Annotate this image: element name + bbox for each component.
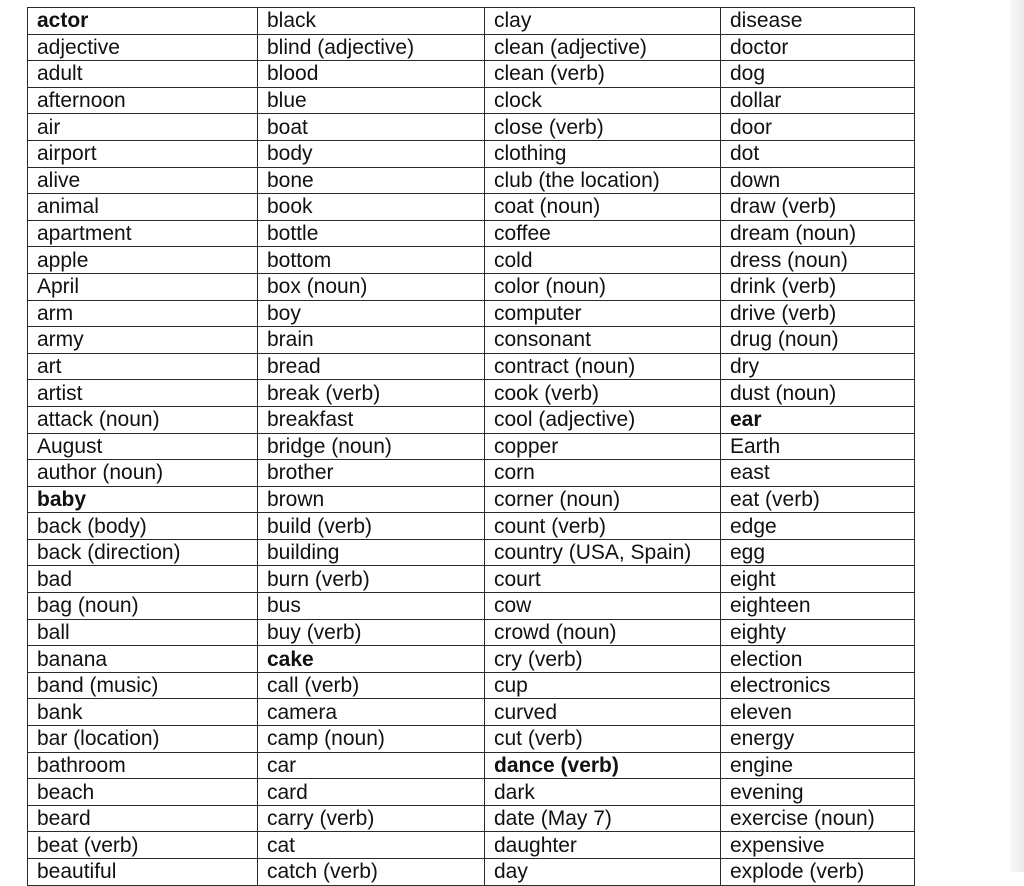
- word-cell: actor: [28, 8, 258, 35]
- word-cell: electronics: [721, 672, 915, 699]
- word-cell: beautiful: [28, 859, 258, 886]
- word-cell: body: [258, 140, 485, 167]
- word-cell: band (music): [28, 672, 258, 699]
- table-row: [28, 646, 915, 673]
- word-cell: banana: [28, 646, 258, 673]
- word-cell: dust (noun): [721, 380, 915, 407]
- word-cell: dry: [721, 353, 915, 380]
- table-row: [28, 460, 915, 487]
- word-cell: card: [258, 779, 485, 806]
- word-cell: engine: [721, 752, 915, 779]
- word-cell: drink (verb): [721, 273, 915, 300]
- table-row: [28, 619, 915, 646]
- table-row: [28, 194, 915, 221]
- word-cell: catch (verb): [258, 859, 485, 886]
- table-row: [28, 406, 915, 433]
- word-cell: egg: [721, 539, 915, 566]
- word-cell: apartment: [28, 220, 258, 247]
- word-cell: back (body): [28, 513, 258, 540]
- word-cell: curved: [485, 699, 721, 726]
- word-cell: brown: [258, 486, 485, 513]
- table-row: [28, 300, 915, 327]
- word-cell: exercise (noun): [721, 805, 915, 832]
- word-cell: bone: [258, 167, 485, 194]
- table-row: [28, 61, 915, 88]
- word-cell: election: [721, 646, 915, 673]
- word-cell: baby: [28, 486, 258, 513]
- word-cell: arm: [28, 300, 258, 327]
- word-cell: August: [28, 433, 258, 460]
- word-cell: date (May 7): [485, 805, 721, 832]
- word-cell: artist: [28, 380, 258, 407]
- word-cell: alive: [28, 167, 258, 194]
- word-cell: beat (verb): [28, 832, 258, 859]
- table-row: [28, 327, 915, 354]
- word-cell: apple: [28, 247, 258, 274]
- word-cell: cold: [485, 247, 721, 274]
- table-row: [28, 167, 915, 194]
- word-cell: camp (noun): [258, 726, 485, 753]
- word-cell: cook (verb): [485, 380, 721, 407]
- word-cell: beach: [28, 779, 258, 806]
- word-cell: call (verb): [258, 672, 485, 699]
- word-cell: camera: [258, 699, 485, 726]
- word-cell: adjective: [28, 34, 258, 61]
- word-cell: contract (noun): [485, 353, 721, 380]
- word-cell: dollar: [721, 87, 915, 114]
- word-cell: Earth: [721, 433, 915, 460]
- word-cell: clock: [485, 87, 721, 114]
- page-edge-shadow: [1010, 0, 1024, 872]
- word-cell: close (verb): [485, 114, 721, 141]
- word-cell: bottle: [258, 220, 485, 247]
- word-cell: cup: [485, 672, 721, 699]
- word-cell: clean (adjective): [485, 34, 721, 61]
- word-cell: ear: [721, 406, 915, 433]
- table-row: [28, 34, 915, 61]
- word-cell: brother: [258, 460, 485, 487]
- word-cell: cut (verb): [485, 726, 721, 753]
- word-list-body: [28, 8, 915, 886]
- word-cell: corn: [485, 460, 721, 487]
- table-row: [28, 8, 915, 35]
- word-list-table: [27, 7, 915, 886]
- table-row: [28, 752, 915, 779]
- table-row: [28, 486, 915, 513]
- word-cell: army: [28, 327, 258, 354]
- table-row: [28, 273, 915, 300]
- table-row: [28, 433, 915, 460]
- word-cell: airport: [28, 140, 258, 167]
- word-cell: eat (verb): [721, 486, 915, 513]
- word-cell: bottom: [258, 247, 485, 274]
- word-cell: color (noun): [485, 273, 721, 300]
- table-row: [28, 114, 915, 141]
- word-cell: bathroom: [28, 752, 258, 779]
- word-cell: blood: [258, 61, 485, 88]
- word-cell: draw (verb): [721, 194, 915, 221]
- word-cell: doctor: [721, 34, 915, 61]
- word-cell: building: [258, 539, 485, 566]
- word-cell: attack (noun): [28, 406, 258, 433]
- table-row: [28, 539, 915, 566]
- word-cell: dog: [721, 61, 915, 88]
- word-cell: break (verb): [258, 380, 485, 407]
- word-cell: consonant: [485, 327, 721, 354]
- word-cell: explode (verb): [721, 859, 915, 886]
- word-cell: afternoon: [28, 87, 258, 114]
- word-cell: daughter: [485, 832, 721, 859]
- word-cell: club (the location): [485, 167, 721, 194]
- word-cell: buy (verb): [258, 619, 485, 646]
- word-cell: corner (noun): [485, 486, 721, 513]
- word-cell: clean (verb): [485, 61, 721, 88]
- word-cell: breakfast: [258, 406, 485, 433]
- word-cell: court: [485, 566, 721, 593]
- table-row: [28, 87, 915, 114]
- word-cell: dance (verb): [485, 752, 721, 779]
- word-cell: bag (noun): [28, 593, 258, 620]
- word-cell: bar (location): [28, 726, 258, 753]
- word-cell: crowd (noun): [485, 619, 721, 646]
- table-row: [28, 672, 915, 699]
- word-cell: cry (verb): [485, 646, 721, 673]
- word-cell: eleven: [721, 699, 915, 726]
- table-row: [28, 140, 915, 167]
- word-cell: cat: [258, 832, 485, 859]
- word-cell: day: [485, 859, 721, 886]
- table-row: [28, 779, 915, 806]
- word-cell: burn (verb): [258, 566, 485, 593]
- word-cell: east: [721, 460, 915, 487]
- word-cell: drug (noun): [721, 327, 915, 354]
- word-cell: bridge (noun): [258, 433, 485, 460]
- word-cell: bread: [258, 353, 485, 380]
- word-cell: ball: [28, 619, 258, 646]
- word-cell: animal: [28, 194, 258, 221]
- word-cell: book: [258, 194, 485, 221]
- word-cell: brain: [258, 327, 485, 354]
- table-row: [28, 805, 915, 832]
- word-cell: adult: [28, 61, 258, 88]
- word-cell: disease: [721, 8, 915, 35]
- word-cell: blind (adjective): [258, 34, 485, 61]
- word-cell: dark: [485, 779, 721, 806]
- word-cell: author (noun): [28, 460, 258, 487]
- word-cell: bus: [258, 593, 485, 620]
- table-row: [28, 247, 915, 274]
- word-cell: black: [258, 8, 485, 35]
- word-cell: country (USA, Spain): [485, 539, 721, 566]
- word-cell: clothing: [485, 140, 721, 167]
- word-cell: cake: [258, 646, 485, 673]
- word-cell: eight: [721, 566, 915, 593]
- word-cell: coat (noun): [485, 194, 721, 221]
- word-cell: copper: [485, 433, 721, 460]
- word-cell: April: [28, 273, 258, 300]
- word-cell: dot: [721, 140, 915, 167]
- word-cell: dress (noun): [721, 247, 915, 274]
- table-row: [28, 699, 915, 726]
- table-row: [28, 353, 915, 380]
- table-row: [28, 726, 915, 753]
- word-cell: boat: [258, 114, 485, 141]
- word-cell: car: [258, 752, 485, 779]
- table-row: [28, 220, 915, 247]
- word-cell: air: [28, 114, 258, 141]
- word-cell: carry (verb): [258, 805, 485, 832]
- word-cell: back (direction): [28, 539, 258, 566]
- word-cell: computer: [485, 300, 721, 327]
- word-cell: build (verb): [258, 513, 485, 540]
- table-row: [28, 380, 915, 407]
- word-cell: bank: [28, 699, 258, 726]
- word-cell: eighty: [721, 619, 915, 646]
- word-cell: coffee: [485, 220, 721, 247]
- word-cell: edge: [721, 513, 915, 540]
- word-cell: dream (noun): [721, 220, 915, 247]
- word-cell: count (verb): [485, 513, 721, 540]
- word-cell: art: [28, 353, 258, 380]
- word-cell: blue: [258, 87, 485, 114]
- table-row: [28, 593, 915, 620]
- word-cell: boy: [258, 300, 485, 327]
- table-row: [28, 566, 915, 593]
- word-cell: evening: [721, 779, 915, 806]
- word-cell: box (noun): [258, 273, 485, 300]
- word-cell: cow: [485, 593, 721, 620]
- table-row: [28, 513, 915, 540]
- word-cell: eighteen: [721, 593, 915, 620]
- word-cell: bad: [28, 566, 258, 593]
- table-row: [28, 832, 915, 859]
- word-cell: energy: [721, 726, 915, 753]
- word-cell: drive (verb): [721, 300, 915, 327]
- word-cell: door: [721, 114, 915, 141]
- word-cell: down: [721, 167, 915, 194]
- word-cell: clay: [485, 8, 721, 35]
- word-cell: expensive: [721, 832, 915, 859]
- word-cell: beard: [28, 805, 258, 832]
- word-cell: cool (adjective): [485, 406, 721, 433]
